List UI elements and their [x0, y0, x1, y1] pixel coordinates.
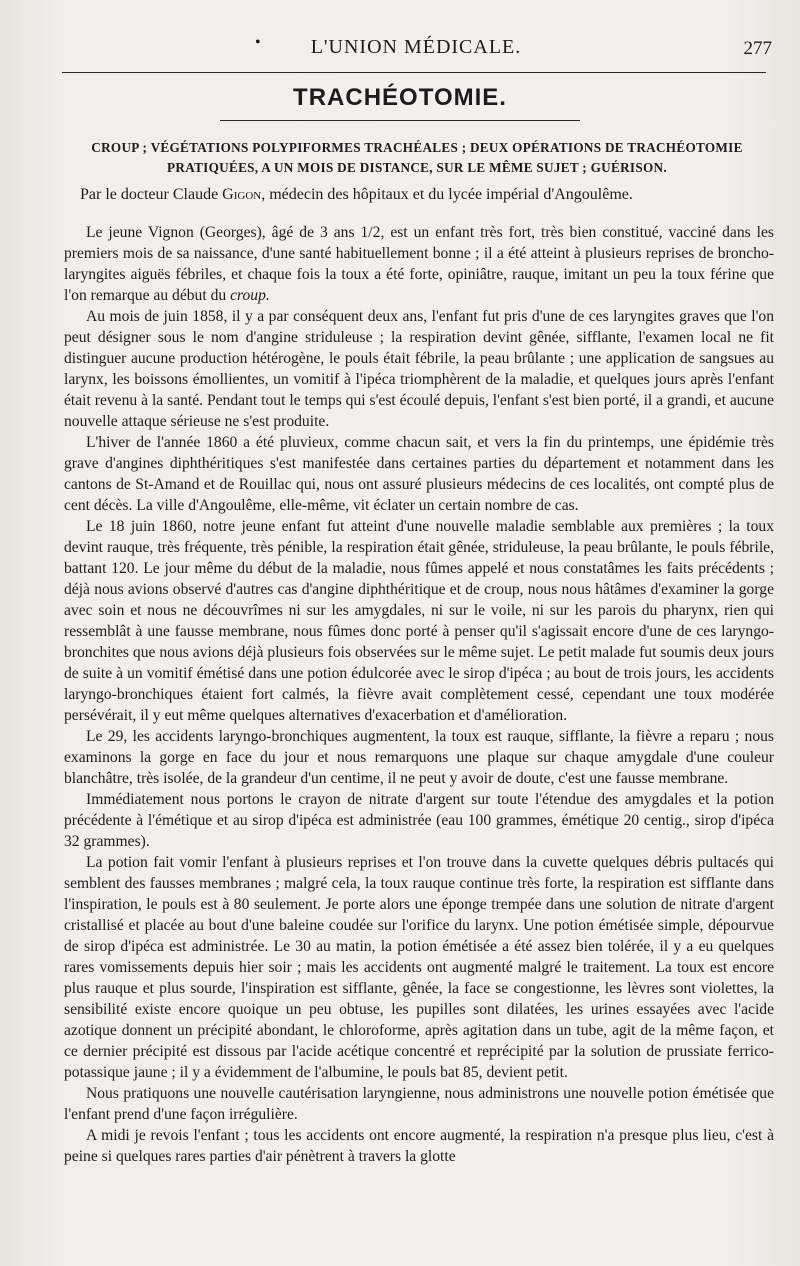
- printer-mark: •: [255, 34, 261, 51]
- paragraph: L'hiver de l'année 1860 a été pluvieux, comme chacun sait, et vers la fin du printemps, une épidémie très grave d'angines diphthéritiques s'est manifestée dans certaines parties du département et notamment dans les cantons de St-Amand et de Rouillac qui, nous ont assuré plusieurs médecins de ces localités, ont compté plus de cent décès. La ville d'Angoulême, elle-même, vit éclater un certain nombre de cas.: [64, 434, 774, 514]
- article-subtitle: CROUP ; VÉGÉTATIONS POLYPIFORMES TRACHÉALES ; DEUX OPÉRATIONS DE TRACHÉOTOMIE PRATIQUÉES, A UN MOIS DE DISTANCE, SUR LE MÊME SUJET ; GUÉRISON.: [91, 140, 743, 175]
- paragraph: Nous pratiquons une nouvelle cautérisation laryngienne, nous administrons une nouvelle potion émétisée que l'enfant prend d'une façon irrégulière.: [64, 1085, 774, 1123]
- author-prefix: Par le docteur Claude: [80, 186, 223, 203]
- article-title: TRACHÉOTOMIE.: [293, 84, 507, 111]
- header-rule: [62, 72, 766, 73]
- paragraph: Le 18 juin 1860, notre jeune enfant fut atteint d'une nouvelle maladie semblable aux premières ; la toux devint rauque, très fréquente, très pénible, la respiration était gênée, striduleuse, la peau brûlante, le pouls fébrile, battant 120. Le jour même du début de la maladie, nous fûmes appelé et nous constatâmes les faits précédents ; déjà nous avions observé d'autres cas d'angine diphthéritique et de croup, nous nous hâtâmes d'examiner la gorge avec soin et nous ne découvrîmes ni sur les amygdales, ni sur le voile, ni sur les parois du pharynx, rien qui ressemblât à une fausse membrane, nous fûmes donc porté à penser qu'il s'agissait encore d'une de ces laryngo-bronchites que nous avions déjà plusieurs fois observées sur le même sujet. Le petit malade fut soumis deux jours de suite à un vomitif émétisé dans une potion édulcorée avec le sirop d'ipéca ; au bout de trois jours, les accidents laryngo-bronchiques étaient fort calmés, la fièvre avait complètement cessé, cependant une toux modérée persévérait, il y eut même quelques alternatives d'exacerbation et d'amélioration.: [64, 518, 774, 724]
- title-rule: [220, 120, 580, 121]
- running-title: L'UNION MÉDICALE.: [310, 36, 522, 58]
- paragraph: A midi je revois l'enfant ; tous les accidents ont encore augmenté, la respiration n'a presque plus lieu, c'est à peine si quelques rares parties d'air pénètrent à travers la glotte: [64, 1127, 774, 1165]
- page-number: 277: [743, 38, 772, 59]
- paragraph: Immédiatement nous portons le crayon de nitrate d'argent sur toute l'étendue des amygdales et la potion précédente à l'émétique et au sirop d'ipéca est administrée (eau 100 grammes, émétique 20 centig., sirop d'ipéca 32 grammes).: [64, 791, 774, 850]
- paragraph: La potion fait vomir l'enfant à plusieurs reprises et l'on trouve dans la cuvette quelques débris pultacés qui semblent des fausses membranes ; malgré cela, la toux rauque continue très forte, la respiration est sifflante dans l'inspiration, le pouls est à 80 seulement. Je porte alors une éponge trempée dans une solution de nitrate d'argent cristallisé et placée au bout d'une baleine coudée sur l'orifice du larynx. Une potion émétisée simple, dépourvue de sirop d'ipéca est administrée. Le 30 au matin, la potion émétisée a été assez bien tolérée, il y a eu quelques rares vomissements depuis hier soir ; mais les accidents ont augmenté malgré le traitement. La toux est encore plus rauque et plus sourde, l'inspiration est sifflante, gênée, la face se congestionne, les lèvres sont violettes, la sensibilité existe encore quoique un peu obtuse, les pupilles sont dilatées, les urines essayées avec l'acide azotique donnent un précipité abondant, le chloroforme, après agitation dans un tube, agit de la même façon, et ce dernier précipité est dissous par l'acide acétique concentré et reprécipité par la solution de prussiate ferrico-potassique jaune ; il y a évidemment de l'albumine, le pouls bat 85, devient petit.: [64, 854, 774, 1081]
- running-head: [60, 36, 772, 66]
- paragraph: [64, 222, 774, 306]
- paragraph: Au mois de juin 1858, il y a par conséquent deux ans, l'enfant fut pris d'une de ces laryngites graves que l'on peut désigner sous le nom d'angine striduleuse ; la respiration devint gênée, sifflante, l'examen local ne fit distinguer aucune production hétérogène, le pouls était fébrile, la peau brûlante ; une application de sangsues au larynx, les boissons émollientes, un vomitif à l'ipéca triomphèrent de la maladie, et quelques jours après l'enfant était revenu à la santé. Pendant tout le temps qui s'est écoulé depuis, l'enfant s'est bien porté, il a grandi, et aucune nouvelle attaque sérieuse ne s'est produite.: [64, 308, 774, 430]
- author-name: Gigon: [222, 186, 262, 203]
- paragraph: Le 29, les accidents laryngo-bronchiques augmentent, la toux est rauque, sifflante, la fièvre a reparu ; nous examinons la gorge en face du jour et nous remarquons une plaque sur chaque amygdale d'une couleur blanchâtre, très isolée, de la grandeur d'un centime, il ne peut y avoir de doute, c'est une fausse membrane.: [64, 728, 774, 787]
- author-line: [80, 186, 770, 204]
- emphasis-croup: croup.: [230, 287, 270, 304]
- paragraph-text: Le jeune Vignon (Georges), âgé de 3 ans 1/2, est un enfant très fort, très bien constitué, vacciné dans les premiers mois de sa naissance, d'une santé habituellement bonne ; il a été atteint à plusieurs reprises de broncho-laryngites aiguës fébriles, et chaque fois la toux a été forte, opiniâtre, rauque, imitant un peu la toux férine que l'on remarque au début du: [64, 224, 774, 304]
- article-body: [64, 222, 774, 1266]
- author-suffix: , médecin des hôpitaux et du lycée impérial d'Angoulême.: [261, 186, 633, 203]
